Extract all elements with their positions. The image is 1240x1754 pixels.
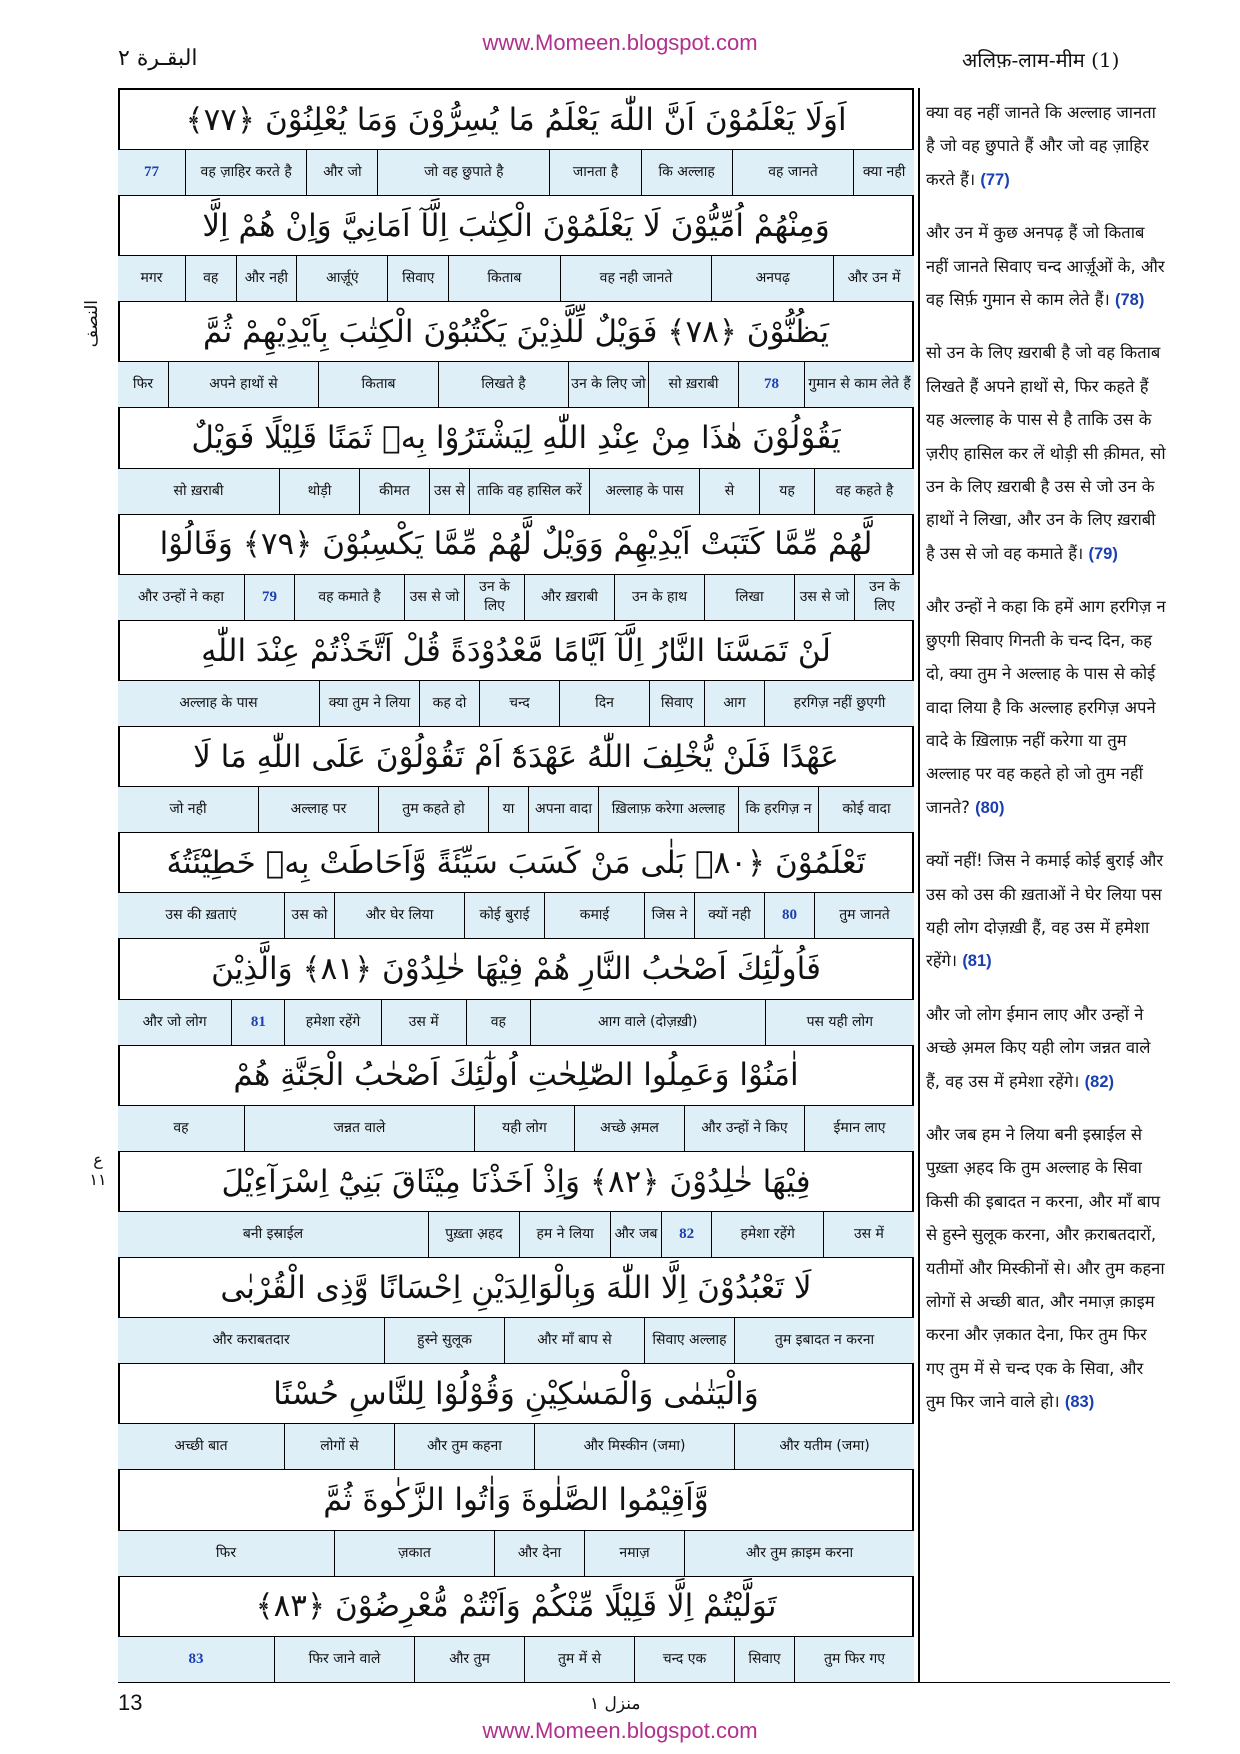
word-meaning-cell: यह bbox=[759, 469, 814, 514]
verse-reference: (77) bbox=[980, 170, 1010, 189]
word-meaning-cell: और माँ बाप से bbox=[504, 1318, 644, 1363]
word-meaning-cell: वह ज़ाहिर करते है bbox=[185, 150, 307, 195]
verse-number-cell: 82 bbox=[661, 1212, 712, 1257]
word-meaning-cell: और जो bbox=[306, 150, 377, 195]
site-url-top[interactable]: www.Momeen.blogspot.com bbox=[482, 30, 758, 55]
word-meaning-cell: चन्द एक bbox=[634, 1637, 734, 1682]
word-meaning-cell: ईमान लाए bbox=[804, 1106, 914, 1151]
translation-text: क्या वह नहीं जानते कि अल्लाह जानता है जो वह छुपाते हैं और जो वह ज़ाहिर करते हैं। bbox=[926, 103, 1156, 189]
word-meaning-cell: वह कमाते है bbox=[294, 575, 404, 620]
word-meaning-cell: अल्लाह के पास bbox=[589, 469, 699, 514]
word-meaning-cell: उन के हाथ bbox=[614, 575, 704, 620]
word-meaning-cell: कीमत bbox=[359, 469, 429, 514]
word-meaning-cell: लिखते है bbox=[438, 362, 568, 407]
manzil-label: منزل ١ bbox=[590, 1694, 641, 1714]
word-meaning-cell: अपना वादा bbox=[528, 787, 598, 832]
word-meaning-cell: कोई वादा bbox=[818, 787, 914, 832]
word-meaning-cell: और कराबतदार bbox=[212, 1332, 290, 1349]
word-meaning-cell: आग bbox=[704, 681, 764, 726]
verse-reference: (80) bbox=[975, 798, 1005, 817]
word-meaning-cell: अच्छे अ़मल bbox=[574, 1106, 684, 1151]
word-meaning-cell: और यतीम (जमा) bbox=[734, 1424, 914, 1469]
translation-text: और उन में कुछ अनपढ़ हैं जो किताब नहीं जानते सिवाए चन्द आर्ज़ूओं के, और वह सिर्फ़ गुमान से काम लेते हैं। bbox=[926, 223, 1165, 310]
verse-number-cell: 77 bbox=[143, 164, 159, 180]
word-meaning-cell: और तुम कहना bbox=[394, 1424, 534, 1469]
arabic-verse-line: يَقُوْلُوْنَ هٰذَا مِنْ عِنْدِ اللّٰهِ لِيَشْتَرُوْا بِهٖ ثَمَنًا قَلِيْلًا فَوَيْلٌ bbox=[118, 409, 914, 469]
word-meaning-cell: और उन्हों ने कहा bbox=[138, 588, 224, 605]
word-meaning-cell: कि हरगिज़ न bbox=[738, 787, 818, 832]
translation-paragraph bbox=[926, 96, 1166, 197]
word-meaning-cell: और मिस्कीन (जमा) bbox=[534, 1424, 734, 1469]
translation-column bbox=[926, 96, 1166, 1439]
arabic-verse-line: وَالْيَتٰمٰى وَالْمَسٰكِيْنِ وَقُوْلُوْا لِلنَّاسِ حُسْنًا bbox=[118, 1364, 914, 1424]
word-meaning-cell: वह bbox=[185, 256, 236, 301]
word-meaning-cell: वह bbox=[466, 1000, 530, 1045]
para-name-header: अलिफ़-लाम-मीम (1) bbox=[962, 48, 1120, 72]
word-meaning-cell: अच्छी बात bbox=[174, 1438, 228, 1455]
word-meaning-cell: हरगिज़ नहीं छुएगी bbox=[764, 681, 914, 726]
word-meaning-row bbox=[118, 469, 914, 515]
verse-reference: (79) bbox=[1088, 544, 1118, 563]
arabic-verse-line: لَّهُمْ مِّمَّا كَتَبَتْ اَيْدِيْهِمْ وَوَيْلٌ لَّهُمْ مِّمَّا يَكْسِبُوْنَ ﴿٧٩﴾ وَقَالُوْا bbox=[118, 515, 914, 575]
word-meaning-cell: वह bbox=[173, 1119, 189, 1136]
word-meaning-cell: उस में bbox=[823, 1212, 914, 1257]
word-meaning-cell: उन के लिए bbox=[464, 575, 524, 620]
word-meaning-cell: हमेशा रहेंगे bbox=[711, 1212, 822, 1257]
translation-paragraph bbox=[926, 998, 1166, 1099]
translation-paragraph bbox=[926, 590, 1166, 825]
word-meaning-cell: लिखा bbox=[704, 575, 794, 620]
word-meaning-cell: सिवाए bbox=[649, 681, 704, 726]
word-meaning-row bbox=[118, 1318, 914, 1364]
word-meaning-cell: उस से bbox=[429, 469, 469, 514]
arabic-verse-line: اَوَلَا يَعْلَمُوْنَ اَنَّ اللّٰهَ يَعْلَمُ مَا يُسِرُّوْنَ وَمَا يُعْلِنُوْنَ ﴿٧٧﴾ bbox=[118, 90, 914, 150]
translation-text: सो उन के लिए ख़राबी है जो वह किताब लिखते हैं अपने हाथों से, फिर कहते हैं यह अल्लाह के पास से है ताकि उस के ज़रीए हासिल कर लें थोड़ी सी क़ीमत, सो उन के लिए ख़राबी है उस से जो उन के हाथों ने लिखा, और उन के लिए ख़राबी है उस से जो वह कमाते हैं। bbox=[926, 343, 1166, 563]
word-meaning-row bbox=[118, 575, 914, 621]
word-meaning-cell: किताब bbox=[448, 256, 559, 301]
arabic-verse-line: يَظُنُّوْنَ ﴿٧٨﴾ فَوَيْلٌ لِّلَّذِيْنَ يَكْتُبُوْنَ الْكِتٰبَ بِاَيْدِيْهِمْ ثُمَّ bbox=[118, 302, 914, 362]
word-meaning-cell: तुम फिर गए bbox=[794, 1637, 914, 1682]
word-meaning-cell: और नही bbox=[236, 256, 297, 301]
verse-reference: (78) bbox=[1114, 291, 1145, 310]
arabic-verse-line: اٰمَنُوْا وَعَمِلُوا الصّٰلِحٰتِ اُولٰٓئِكَ اَصْحٰبُ الْجَنَّةِ هُمْ bbox=[118, 1046, 914, 1106]
word-meaning-cell: कह दो bbox=[419, 681, 479, 726]
word-meaning-cell: या bbox=[488, 787, 528, 832]
verse-reference: (82) bbox=[1084, 1072, 1114, 1091]
word-meaning-row bbox=[118, 150, 914, 196]
word-meaning-cell: और उन में bbox=[833, 256, 914, 301]
word-meaning-cell: अल्लाह पर bbox=[258, 787, 378, 832]
word-meaning-cell: ख़िलाफ़ करेगा अल्लाह bbox=[598, 787, 738, 832]
verse-reference: (83) bbox=[1064, 1393, 1095, 1412]
word-meaning-row bbox=[118, 893, 914, 939]
word-meaning-cell: फिर bbox=[132, 376, 154, 393]
word-meaning-cell: क्यों नही bbox=[694, 893, 764, 938]
verse-number-cell: 80 bbox=[764, 893, 814, 938]
word-meaning-cell: सो ख़राबी bbox=[173, 482, 224, 499]
translation-text: और जब हम ने लिया बनी इस्राईल से पुख़्ता अ़हद कि तुम अल्लाह के सिवा किसी की इबादत न करना, और माँ बाप से हुस्ने सुलूक करना, और क़राबतदारों, यतीमों और मिस्कीनों से। और तुम कहना लोगों से अच्छी बात, और नमाज़ क़ाइम करना और ज़कात देना, फिर तुम फिर गए तुम में से चन्द एक के सिवा, और तुम फिर जाने वाले हो। bbox=[926, 1124, 1165, 1412]
word-meaning-cell: कमाई bbox=[544, 893, 644, 938]
word-meaning-cell: यही लोग bbox=[474, 1106, 574, 1151]
word-meaning-cell: नमाज़ bbox=[584, 1531, 684, 1576]
word-meaning-cell: और तुम bbox=[414, 1637, 524, 1682]
page-number: 13 bbox=[118, 1690, 143, 1715]
word-meaning-row bbox=[118, 681, 914, 727]
arabic-verse-line: فَاُولٰٓئِكَ اَصْحٰبُ النَّارِ هُمْ فِيْهَا خٰلِدُوْنَ ﴿٨١﴾ وَالَّذِيْنَ bbox=[118, 940, 914, 1000]
word-meaning-cell: कि अल्लाह bbox=[641, 150, 732, 195]
arabic-verse-line: فِيْهَا خٰلِدُوْنَ ﴿٨٢﴾ وَاِذْ اَخَذْنَا مِيْثَاقَ بَنِيْٓ اِسْرَآءِيْلَ bbox=[118, 1152, 914, 1212]
arabic-verse-line: لَا تَعْبُدُوْنَ اِلَّا اللّٰهَ وَبِالْوَالِدَيْنِ اِحْسَانًا وَّذِى الْقُرْبٰى bbox=[118, 1258, 914, 1318]
verse-reference: (81) bbox=[962, 952, 992, 971]
arabic-verse-line: تَعْلَمُوْنَ ﴿٨٠﴾ بَلٰى مَنْ كَسَبَ سَيِّئَةً وَّاَحَاطَتْ بِهٖ خَطِيْٓئَتُهٗ bbox=[118, 833, 914, 893]
word-meaning-cell: अपने हाथों से bbox=[168, 362, 318, 407]
translation-text: और उन्हों ने कहा कि हमें आग हरगिज़ न छुएगी सिवाए गिनती के चन्द दिन, कह दो, क्या तुम ने अल्लाह के पास से कोई वादा लिया है कि अल्लाह हरगिज़ अपने वादे के ख़िलाफ़ नहीं करेगा या तुम अल्लाह पर वह कहते हो जो तुम नहीं जानते? bbox=[926, 597, 1166, 817]
translation-paragraph bbox=[926, 216, 1166, 317]
word-meaning-cell: पुख़्ता अ़हद bbox=[428, 1212, 519, 1257]
translation-text: और जो लोग ईमान लाए और उन्हों ने अच्छे अ़मल किए यही लोग जन्नत वाले हैं, वह उस में हमेशा रहेंगे। bbox=[926, 1004, 1151, 1091]
word-meaning-cell: और तुम क़ाइम करना bbox=[684, 1531, 914, 1576]
site-url-bottom[interactable]: www.Momeen.blogspot.com bbox=[482, 1718, 758, 1743]
word-meaning-cell: सिवाए bbox=[734, 1637, 794, 1682]
word-meaning-cell: आर्ज़ूएं bbox=[296, 256, 387, 301]
translation-paragraph bbox=[926, 336, 1166, 571]
word-meaning-cell: उन के लिए bbox=[854, 575, 914, 620]
arabic-verse-line: وَمِنْهُمْ اُمِّيُّوْنَ لَا يَعْلَمُوْنَ الْكِتٰبَ اِلَّآ اَمَانِيَّ وَاِنْ هُمْ اِلَّا bbox=[118, 196, 914, 256]
word-meaning-cell: तुम में से bbox=[524, 1637, 634, 1682]
word-meaning-cell: हम ने लिया bbox=[519, 1212, 610, 1257]
column-divider bbox=[918, 88, 920, 1682]
word-meaning-cell: जो वह छुपाते है bbox=[377, 150, 549, 195]
word-meaning-cell: ज़कात bbox=[334, 1531, 494, 1576]
word-meaning-cell: और देना bbox=[494, 1531, 584, 1576]
word-meaning-row bbox=[118, 362, 914, 408]
word-meaning-cell: लोगों से bbox=[284, 1424, 394, 1469]
word-meaning-cell: उस की ख़ताएं bbox=[165, 907, 237, 924]
verse-number-cell: 81 bbox=[231, 1000, 284, 1045]
word-meaning-cell: उन के लिए जो bbox=[568, 362, 648, 407]
word-meaning-row bbox=[118, 1637, 914, 1683]
word-meaning-cell: वह नही जानते bbox=[560, 256, 712, 301]
word-meaning-cell: अनपढ़ bbox=[711, 256, 833, 301]
verse-number-cell: 83 bbox=[188, 1650, 204, 1667]
arabic-verse-line: تَوَلَّيْتُمْ اِلَّا قَلِيْلًا مِّنْكُمْ وَاَنْتُمْ مُّعْرِضُوْنَ ﴿٨٣﴾ bbox=[118, 1577, 914, 1637]
word-meaning-cell: तुम जानते bbox=[814, 893, 914, 938]
translation-text: क्यों नहीं! जिस ने कमाई कोई बुराई और उस को उस की ख़ताओं ने घेर लिया पस यही लोग दोज़ख़ी हैं, वह उस में हमेशा रहेंगे। bbox=[926, 851, 1164, 971]
word-meaning-cell: और उन्हों ने किए bbox=[684, 1106, 804, 1151]
word-meaning-row bbox=[118, 256, 914, 302]
word-meaning-cell: क्या तुम ने लिया bbox=[319, 681, 419, 726]
word-meaning-cell: सो ख़राबी bbox=[648, 362, 738, 407]
word-meaning-cell: सिवाए अल्लाह bbox=[644, 1318, 734, 1363]
word-meaning-cell: उस में bbox=[381, 1000, 466, 1045]
arabic-verse-line: عَهْدًا فَلَنْ يُّخْلِفَ اللّٰهُ عَهْدَهٗٓ اَمْ تَقُوْلُوْنَ عَلَى اللّٰهِ مَا لَا bbox=[118, 727, 914, 787]
word-meaning-cell: थोड़ी bbox=[279, 469, 359, 514]
word-meaning-cell: और घेर लिया bbox=[334, 893, 464, 938]
word-meaning-cell: तुम कहते हो bbox=[378, 787, 488, 832]
word-meaning-cell: पस यही लोग bbox=[765, 1000, 914, 1045]
verse-number-cell: 78 bbox=[738, 362, 804, 407]
word-meaning-row bbox=[118, 1106, 914, 1152]
word-meaning-cell: उस से जो bbox=[404, 575, 464, 620]
word-meaning-cell: फिर bbox=[215, 1544, 237, 1561]
word-meaning-cell: बनी इस्राईल bbox=[242, 1226, 304, 1242]
word-meaning-row bbox=[118, 787, 914, 833]
translation-paragraph bbox=[926, 1118, 1166, 1420]
arabic-verse-line: وَّاَقِيْمُوا الصَّلٰوةَ وَاٰتُوا الزَّكٰوةَ ثُمَّ bbox=[118, 1471, 914, 1531]
margin-mark-nisf: النصف bbox=[82, 300, 102, 348]
word-meaning-cell: वह कहते है bbox=[814, 469, 914, 514]
word-meaning-cell: सिवाए bbox=[387, 256, 448, 301]
surah-name-header: البقـرة ٢ bbox=[118, 46, 198, 71]
word-meaning-cell: तुम इबादत न करना bbox=[734, 1318, 914, 1363]
word-meaning-cell: हमेशा रहेंगे bbox=[284, 1000, 380, 1045]
word-meaning-row bbox=[118, 1212, 914, 1258]
word-meaning-cell: दिन bbox=[559, 681, 649, 726]
word-meaning-cell: किताब bbox=[318, 362, 438, 407]
verse-number-cell: 79 bbox=[244, 575, 294, 620]
word-meaning-cell: जिस ने bbox=[644, 893, 694, 938]
word-meaning-cell: उस को bbox=[284, 893, 334, 938]
word-meaning-cell: और ख़राबी bbox=[524, 575, 614, 620]
word-meaning-cell: क्या नही bbox=[853, 150, 914, 195]
word-meaning-cell: से bbox=[699, 469, 759, 514]
word-meaning-cell: गुमान से काम लेते हैं bbox=[804, 362, 914, 407]
word-meaning-cell: मगर bbox=[140, 270, 163, 287]
word-meaning-cell: ताकि वह हासिल करें bbox=[469, 469, 589, 514]
translation-paragraph bbox=[926, 844, 1166, 979]
word-meaning-cell: और जब bbox=[610, 1212, 661, 1257]
word-meaning-cell: जो नही bbox=[169, 801, 207, 818]
word-meaning-row bbox=[118, 1531, 914, 1577]
word-meaning-cell: फिर जाने वाले bbox=[274, 1637, 414, 1682]
word-meaning-cell: चन्द bbox=[479, 681, 559, 726]
page-bottom-rule bbox=[118, 1682, 1170, 1683]
margin-mark-ruku: ع ١١ bbox=[89, 1150, 107, 1189]
word-meaning-cell: जन्नत वाले bbox=[244, 1106, 474, 1151]
word-meaning-cell: हुस्ने सुलूक bbox=[384, 1318, 504, 1363]
word-meaning-cell: जानता है bbox=[549, 150, 640, 195]
word-meaning-cell: और जो लोग bbox=[142, 1013, 207, 1030]
word-meaning-cell: वह जानते bbox=[732, 150, 854, 195]
arabic-verse-line: لَنْ تَمَسَّنَا النَّارُ اِلَّآ اَيَّامًا مَّعْدُوْدَةً قُلْ اَتَّخَذْتُمْ عِنْدَ اللّٰهِ bbox=[118, 621, 914, 681]
word-meaning-cell: उस से जो bbox=[794, 575, 854, 620]
word-meaning-cell: कोई बुराई bbox=[464, 893, 544, 938]
word-meaning-row bbox=[118, 1424, 914, 1470]
word-meaning-cell: आग वाले (दोज़ख़ी) bbox=[530, 1000, 765, 1045]
word-meaning-cell: अल्लाह के पास bbox=[179, 695, 258, 711]
word-meaning-row bbox=[118, 1000, 914, 1046]
